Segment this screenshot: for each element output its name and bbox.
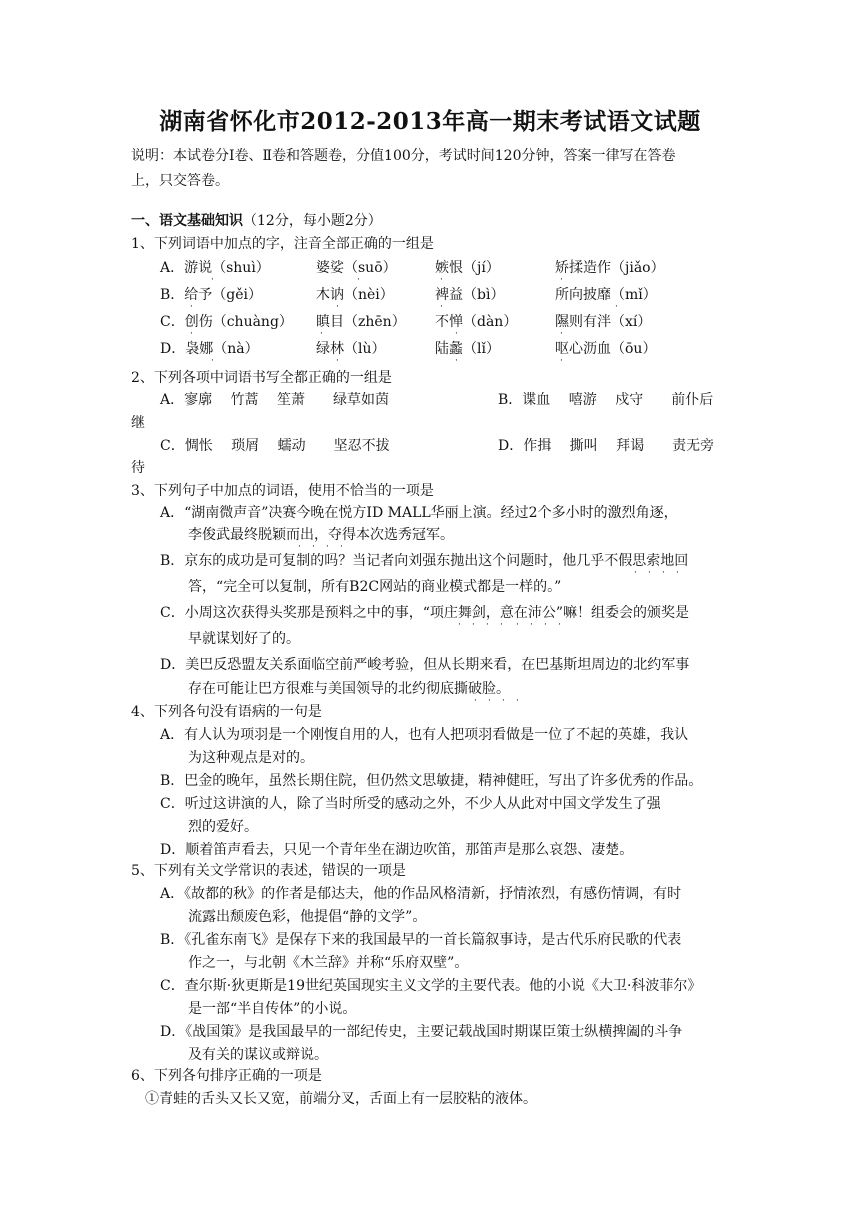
- emphasis-dot: ·: [500, 620, 503, 630]
- option-d-item-4: 呕心沥血（ōu）: [555, 341, 657, 357]
- emphasis-dot: ·: [455, 356, 458, 366]
- emphasis-dot: ·: [455, 329, 458, 339]
- option-b-item-1: B．给予（gěi）: [160, 287, 263, 303]
- emphasis-dot: ·: [357, 275, 360, 285]
- option-a-cont: 流露出颓废色彩，他提倡“静的文学”。: [188, 909, 427, 925]
- sentence-item: ①青蛙的舌头又长又宽，前端分叉，舌面上有一层胶粘的液体。: [145, 1091, 537, 1107]
- option-b-cont: 作之一，与北朝《木兰辞》并称“乐府双壁”。: [188, 955, 469, 971]
- option-d-item-1: D．袅娜（nà）: [160, 341, 259, 357]
- option-c: C．听过这讲演的人，除了当时所受的感动之外，不少人从此对中国文学发生了强: [160, 796, 661, 812]
- option-a-cont: 李俊武最终脱颖而出，夺得本次选秀冠军。: [188, 527, 454, 543]
- emphasis-dot: ·: [190, 302, 193, 312]
- question-stem: 6、下列各句排序正确的一项是: [131, 1068, 322, 1084]
- option-b-item-3: 裨益（bì）: [435, 287, 505, 303]
- option-a-cont: 为这种观点是对的。: [188, 750, 314, 766]
- option-d: D．美巴反恐盟友关系面临空前严峻考验，但从长期来看，在巴基斯坦周边的北约军事: [160, 657, 690, 673]
- emphasis-dot: ·: [544, 620, 547, 630]
- option-a: A．寥廓 竹蒿 笙萧 绿草如茵: [160, 392, 390, 408]
- option-c: C．惆怅 琐屑 蠕动 坚忍不拔: [160, 438, 390, 454]
- option-b-cont: 答，“完全可以复制，所有B2C网站的商业模式都是一样的。”: [188, 579, 562, 595]
- emphasis-dot: ·: [648, 568, 651, 578]
- question-stem: 3、下列句子中加点的词语，使用不恰当的一项是: [131, 483, 434, 499]
- option-a-item-2: 婆娑（suō）: [316, 260, 397, 276]
- emphasis-dot: ·: [458, 620, 461, 630]
- emphasis-dot: ·: [560, 329, 563, 339]
- emphasis-dot: ·: [560, 356, 563, 366]
- emphasis-dot: ·: [336, 302, 339, 312]
- emphasis-dot: ·: [516, 696, 519, 706]
- option-c-cont: 烈的爱好。: [188, 819, 258, 835]
- option-b: B．谍血 嘻游 戍守 前仆后: [498, 392, 714, 408]
- option-c: C．小周这次获得头奖那是预料之中的事，“项庄舞剑，意在沛公”嘛！组委会的颁奖是: [160, 605, 690, 621]
- emphasis-dot: ·: [190, 329, 193, 339]
- emphasis-dot: ·: [320, 329, 323, 339]
- emphasis-dot: ·: [615, 302, 618, 312]
- question-stem: 4、下列各句没有语病的一句是: [131, 704, 322, 720]
- option-d-cont: 存在可能让巴方很难与美国领导的北约彻底撕破脸。: [188, 681, 510, 697]
- option-c-item-4: 隰则有泮（xí）: [555, 314, 652, 330]
- question-stem: 5、下列有关文学常识的表述，错误的一项是: [131, 863, 406, 879]
- option-c-item-2: 瞋目（zhēn）: [316, 314, 406, 330]
- page-title: 湖南省怀化市2012-2013年高一期末考试语文试题: [159, 108, 701, 135]
- option-c: C．查尔斯·狄更斯是19世纪英国现实主义文学的主要代表。他的小说《大卫·科波菲尔》: [160, 978, 702, 994]
- option-d-item-2: 绿林（lù）: [316, 341, 386, 357]
- option-b-item-2: 木讷（nèi）: [316, 287, 394, 303]
- emphasis-dot: ·: [486, 620, 489, 630]
- question-stem: 2、下列各项中词语书写全都正确的一组是: [131, 370, 392, 386]
- emphasis-dot: ·: [312, 542, 315, 552]
- emphasis-dot: ·: [211, 275, 214, 285]
- option-a-item-4: 矫揉造作（jiǎo）: [555, 260, 665, 276]
- option-a-item-1: A．游说（shuì）: [160, 260, 270, 276]
- option-a: A．《故都的秋》的作者是郁达夫，他的作品风格清新，抒情浓烈，有感伤情调，有时: [160, 886, 682, 902]
- option-a-item-3: 嫉恨（jí）: [435, 260, 500, 276]
- emphasis-dot: ·: [336, 356, 339, 366]
- emphasis-dot: ·: [634, 568, 637, 578]
- emphasis-dot: ·: [474, 696, 477, 706]
- emphasis-dot: ·: [472, 620, 475, 630]
- option-d-wrap: 待: [131, 460, 145, 476]
- option-d-item-3: 陆蠡（lǐ）: [435, 341, 500, 357]
- intro-line: 上，只交答卷。: [131, 173, 229, 189]
- option-b: B．《孔雀东南飞》是保存下来的我国最早的一首长篇叙事诗，是古代乐府民歌的代表: [160, 932, 682, 948]
- question-stem: 1、下列词语中加点的字，注音全部正确的一组是: [131, 236, 434, 252]
- emphasis-dot: ·: [440, 275, 443, 285]
- option-c-item-1: C．创伤（chuàng）: [160, 314, 293, 330]
- emphasis-dot: ·: [662, 568, 665, 578]
- emphasis-dot: ·: [298, 542, 301, 552]
- option-a: A．有人认为项羽是一个刚愎自用的人，也有人把项羽看做是一位了不起的英雄，我认: [160, 727, 689, 743]
- section-heading: [131, 211, 382, 231]
- option-b: B．巴金的晚年，虽然长期住院，但仍然文思敏捷，精神健旺，写出了许多优秀的作品。: [160, 773, 703, 789]
- option-c-cont: 早就谋划好了的。: [188, 631, 300, 647]
- option-d: D．顺着笛声看去，只见一个青年坐在湖边吹笛，那笛声是那么哀怨、凄楚。: [160, 842, 634, 858]
- section-title: 一、语文基础知识: [131, 213, 243, 229]
- emphasis-dot: ·: [211, 356, 214, 366]
- emphasis-dot: ·: [440, 302, 443, 312]
- option-b-item-4: 所向披靡（mǐ）: [555, 287, 657, 303]
- option-c-item-3: 不惮（dàn）: [435, 314, 518, 330]
- emphasis-dot: ·: [502, 696, 505, 706]
- option-b: B．京东的成功是可复制的吗？当记者向刘强东抛出这个问题时，他几乎不假思索地回: [160, 553, 689, 569]
- emphasis-dot: ·: [516, 620, 519, 630]
- emphasis-dot: ·: [488, 696, 491, 706]
- intro-line: 说明：本试卷分Ⅰ卷、Ⅱ卷和答题卷，分值100分，考试时间120分钟，答案一律写在答卷: [131, 148, 676, 164]
- emphasis-dot: ·: [676, 568, 679, 578]
- option-d: D．《战国策》是我国最早的一部纪传史，主要记载战国时期谋臣策士纵横捭阖的斗争: [160, 1024, 683, 1040]
- option-a: A．“湖南微声音”决赛今晚在悦方ID MALL华丽上演。经过2个多小时的激烈角逐，: [160, 505, 678, 521]
- emphasis-dot: ·: [530, 620, 533, 630]
- option-c-cont: 是一部“半自传体”的小说。: [188, 1001, 357, 1017]
- option-d-cont: 及有关的谋议或辩说。: [188, 1047, 328, 1063]
- section-note: （12分，每小题2分）: [243, 213, 382, 229]
- option-b-wrap: 继: [131, 415, 145, 431]
- emphasis-dot: ·: [326, 542, 329, 552]
- emphasis-dot: ·: [558, 620, 561, 630]
- option-d: D．作揖 撕叫 拜谒 责无旁: [498, 438, 715, 454]
- emphasis-dot: ·: [560, 275, 563, 285]
- emphasis-dot: ·: [340, 542, 343, 552]
